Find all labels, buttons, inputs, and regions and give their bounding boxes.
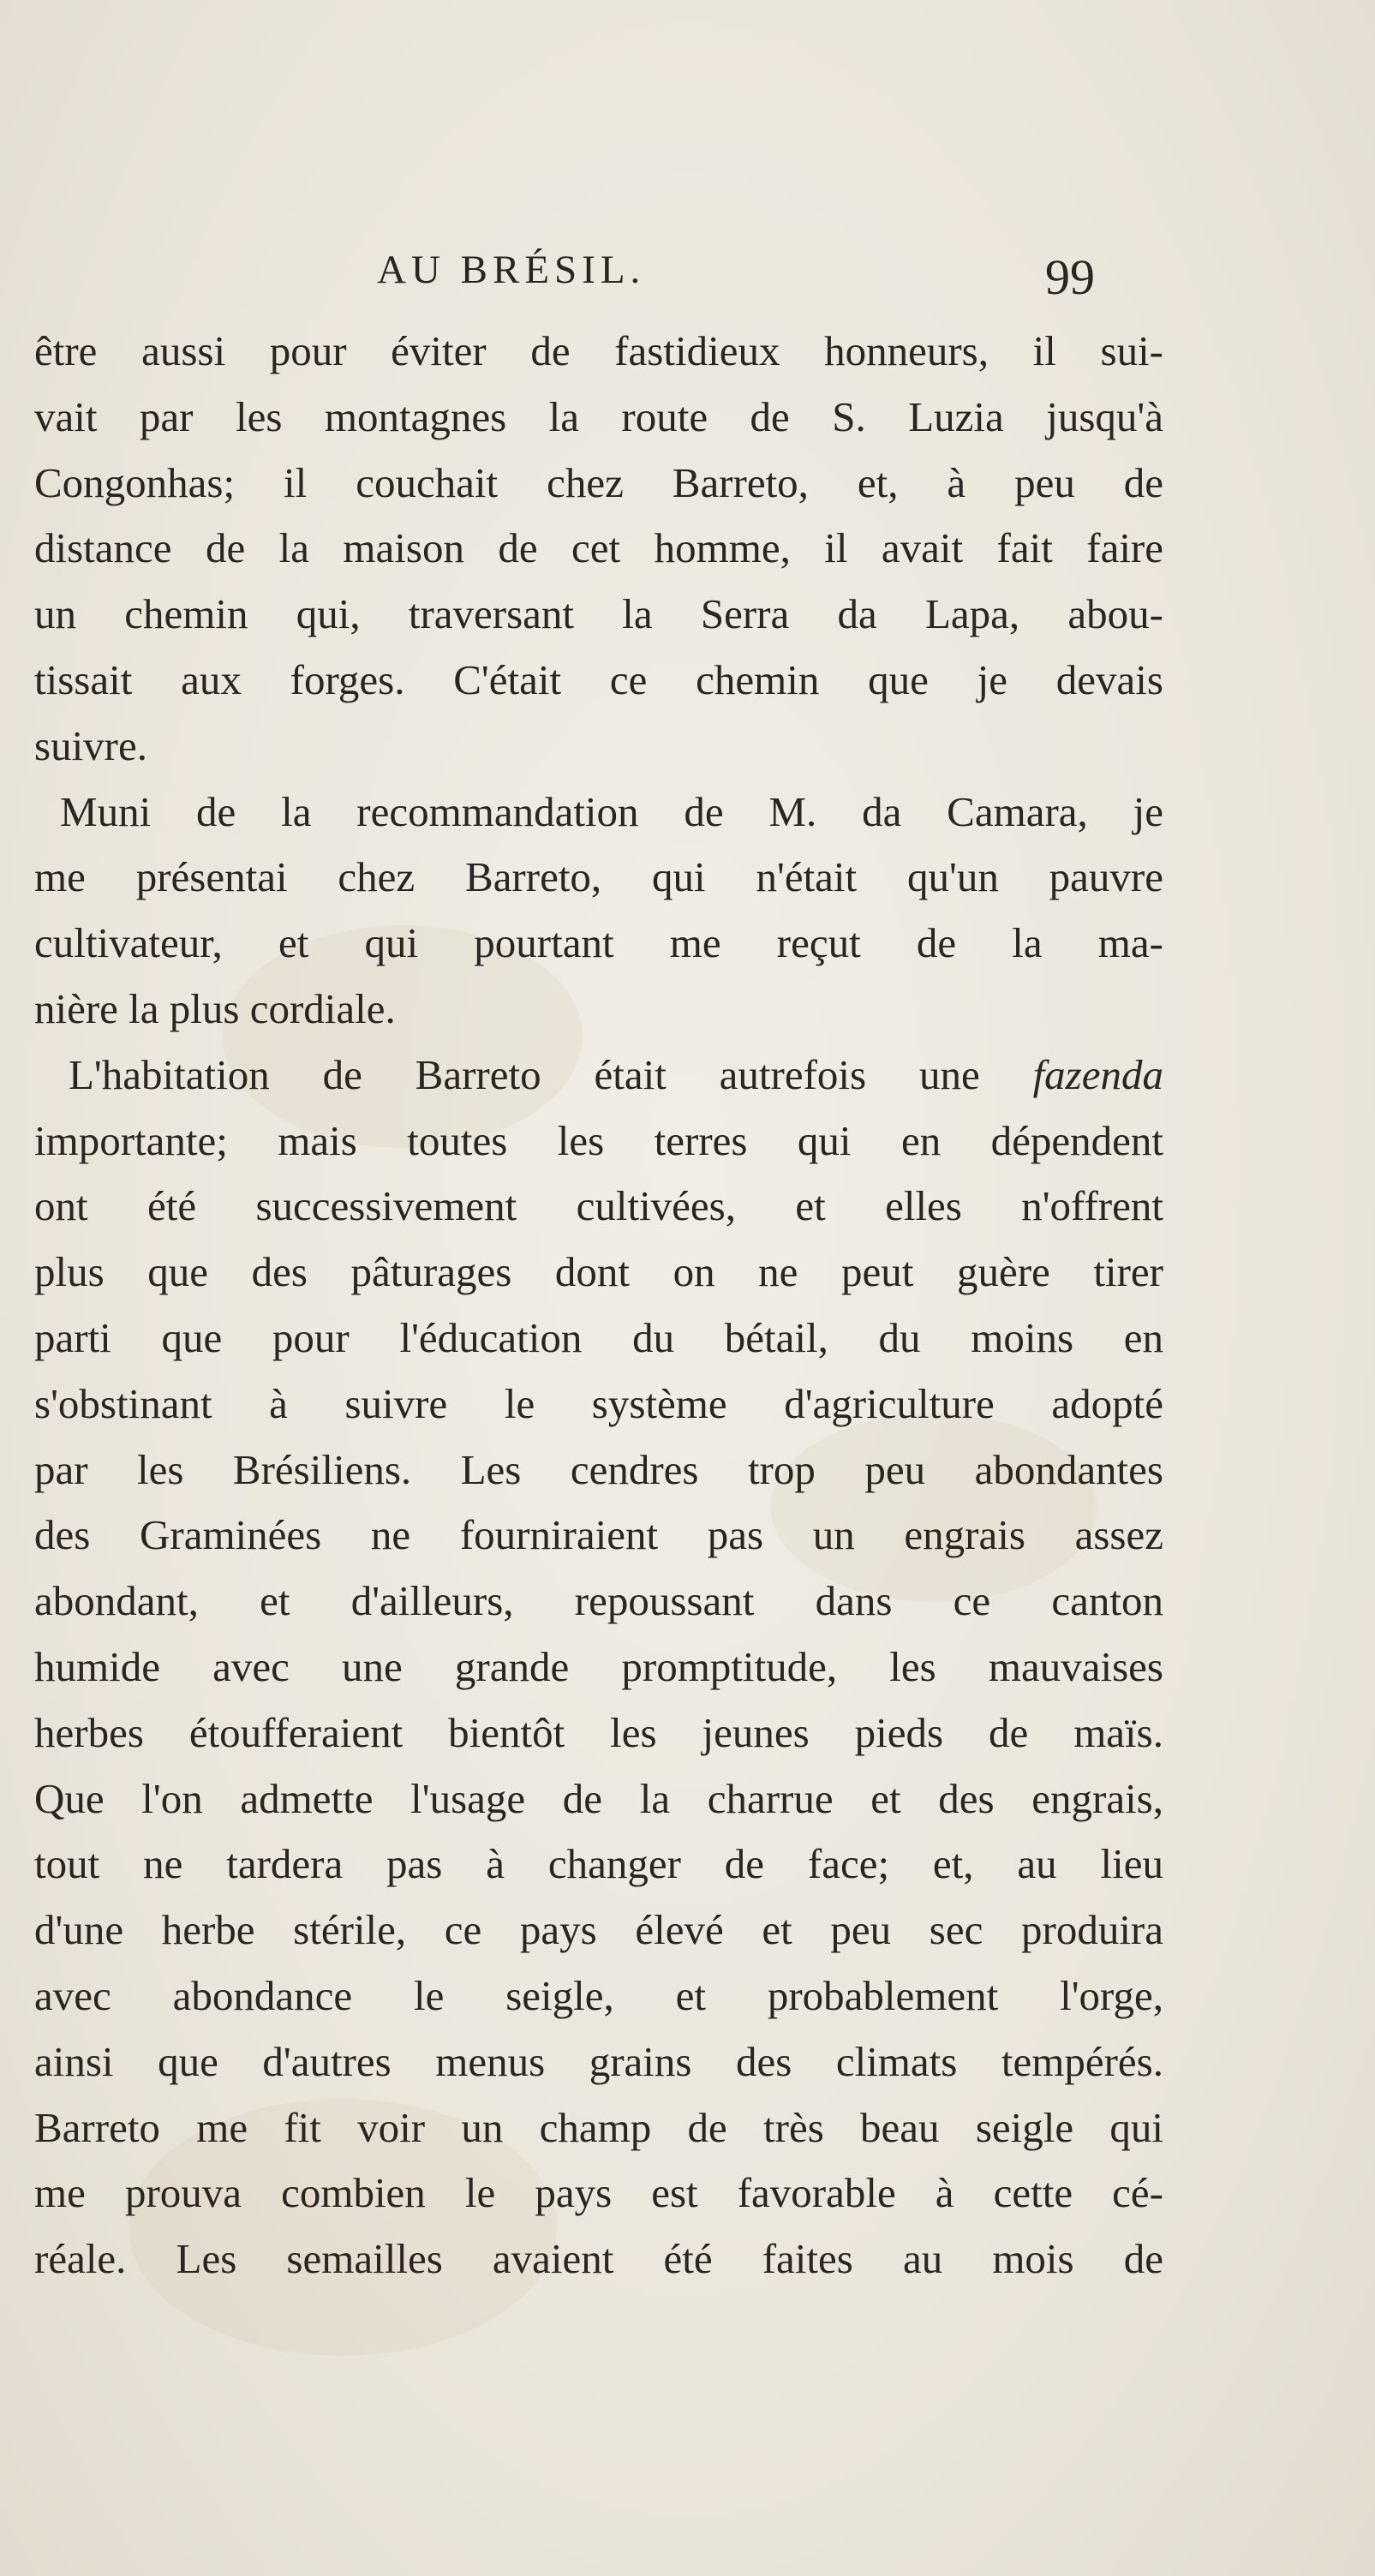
text-line: ainsi que d'autres menus grains des climats tempérés.	[34, 2037, 1163, 2085]
text-line: des Graminées ne fourniraient pas un engrais assez	[34, 1511, 1163, 1559]
text-line: distance de la maison de cet homme, il avait fait faire	[34, 524, 1163, 572]
text-line-with-italic	[34, 1043, 1163, 1109]
text-line: s'obstinant à suivre le système d'agriculture adopté	[34, 1379, 1163, 1427]
text-line: parti que pour l'éducation du bétail, du moins en	[34, 1313, 1163, 1361]
text-line: cultivateur, et qui pourtant me reçut de la ma-	[34, 919, 1163, 967]
text-line: vait par les montagnes la route de S. Luzia jusqu'à	[34, 392, 1163, 440]
text-line: plus que des pâturages dont on ne peut guère tirer	[34, 1248, 1163, 1296]
text-line: me présentai chez Barreto, qui n'était qu'un pauvre	[34, 853, 1163, 901]
text-line: Muni de la recommandation de M. da Camara, je	[60, 787, 1163, 835]
text-line: un chemin qui, traversant la Serra da Lapa, abou-	[34, 590, 1163, 638]
text-line: humide avec une grande promptitude, les mauvaises	[34, 1642, 1163, 1690]
text-line: être aussi pour éviter de fastidieux honneurs, il sui-	[34, 327, 1163, 374]
text-line: réale. Les semailles avaient été faites au mois de	[34, 2235, 1163, 2283]
text-line: par les Brésiliens. Les cendres trop peu abondantes	[34, 1445, 1163, 1493]
text-line: ont été successivement cultivées, et elles n'offrent	[34, 1182, 1163, 1230]
page-header	[0, 247, 1375, 307]
text-line: d'une herbe stérile, ce pays élevé et peu sec produira	[34, 1906, 1163, 1954]
text-line: suivre.	[34, 721, 147, 769]
page-number: 99	[1045, 249, 1095, 305]
text-line: me prouva combien le pays est favorable à cette cé-	[34, 2169, 1163, 2217]
text-line: importante; mais toutes les terres qui en dépendent	[34, 1116, 1163, 1164]
text-line: Congonhas; il couchait chez Barreto, et, à peu de	[34, 458, 1163, 506]
text-line: abondant, et d'ailleurs, repoussant dans ce canton	[34, 1577, 1163, 1625]
body-text	[34, 319, 1163, 2292]
text-line: Que l'on admette l'usage de la charrue et des engrais,	[34, 1774, 1163, 1822]
text-segment: L'habitation de Barreto était autrefois une	[69, 1050, 980, 1098]
text-line: herbes étoufferaient bientôt les jeunes pieds de maïs.	[34, 1708, 1163, 1756]
text-line: tissait aux forges. C'était ce chemin que je devais	[34, 655, 1163, 703]
text-line: Barreto me fit voir un champ de très beau seigle qui	[34, 2103, 1163, 2151]
text-line: avec abondance le seigle, et probablement l'orge,	[34, 1971, 1163, 2019]
text-line: nière la plus cordiale.	[34, 984, 396, 1032]
italic-term: fazenda	[1032, 1050, 1163, 1098]
text-line: tout ne tardera pas à changer de face; et, au lieu	[34, 1840, 1163, 1888]
running-head: AU BRÉSIL.	[377, 248, 646, 292]
